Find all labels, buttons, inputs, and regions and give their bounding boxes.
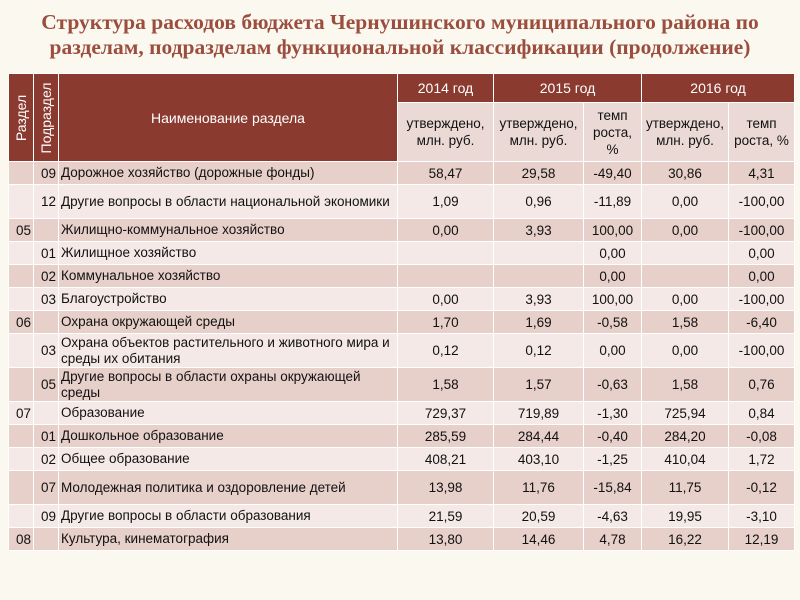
cell-2016-approved: 284,20: [642, 425, 729, 448]
cell-2015-growth: 0,00: [584, 242, 642, 265]
cell-razdel: [9, 505, 34, 528]
table-row: [9, 505, 795, 528]
cell-2014-approved: 0,00: [398, 219, 494, 242]
cell-2015-growth: 0,00: [584, 334, 642, 368]
cell-2016-growth: 0,84: [729, 402, 795, 425]
cell-2016-growth: -100,00: [729, 185, 795, 219]
header-2015-approved: утверждено, млн. руб.: [494, 103, 584, 162]
cell-2015-approved: 3,93: [494, 288, 584, 311]
cell-2015-growth: -15,84: [584, 471, 642, 505]
cell-2014-approved: 1,58: [398, 368, 494, 402]
cell-2015-approved: [494, 242, 584, 265]
cell-name: Коммунальное хозяйство: [59, 265, 398, 288]
table-row: [9, 425, 795, 448]
cell-2015-approved: 1,57: [494, 368, 584, 402]
table-row: [9, 528, 795, 551]
header-2016-approved: утверждено, млн. руб.: [642, 103, 729, 162]
cell-2014-approved: 0,00: [398, 288, 494, 311]
cell-podrazdel: 01: [34, 425, 59, 448]
cell-podrazdel: [34, 219, 59, 242]
table-row: [9, 311, 795, 334]
cell-razdel: [9, 471, 34, 505]
cell-2015-growth: -1,30: [584, 402, 642, 425]
cell-2015-growth: -0,63: [584, 368, 642, 402]
cell-2015-approved: 719,89: [494, 402, 584, 425]
slide-title-line-2: разделам, подразделам функциональной классификации (продолжение): [49, 35, 751, 59]
table-row: [9, 219, 795, 242]
cell-2016-approved: 19,95: [642, 505, 729, 528]
cell-podrazdel: 12: [34, 185, 59, 219]
cell-name: Образование: [59, 402, 398, 425]
cell-razdel: [9, 368, 34, 402]
cell-name: Благоустройство: [59, 288, 398, 311]
table-row: [9, 162, 795, 185]
cell-podrazdel: 09: [34, 505, 59, 528]
cell-name: Дошкольное образование: [59, 425, 398, 448]
table-row: [9, 402, 795, 425]
cell-2015-approved: 11,76: [494, 471, 584, 505]
table-row: [9, 471, 795, 505]
header-razdel: Раздел: [9, 74, 34, 162]
cell-2016-approved: 0,00: [642, 185, 729, 219]
table-row: [9, 448, 795, 471]
cell-2016-approved: 725,94: [642, 402, 729, 425]
cell-podrazdel: 02: [34, 265, 59, 288]
cell-2016-growth: 1,72: [729, 448, 795, 471]
header-2015-growth: темп роста, %: [584, 103, 642, 162]
cell-razdel: [9, 334, 34, 368]
cell-2015-growth: 100,00: [584, 219, 642, 242]
cell-2014-approved: 58,47: [398, 162, 494, 185]
cell-podrazdel: [34, 311, 59, 334]
table-row: [9, 185, 795, 219]
cell-2014-approved: 13,98: [398, 471, 494, 505]
cell-2016-growth: -100,00: [729, 288, 795, 311]
cell-2015-approved: 0,12: [494, 334, 584, 368]
cell-2014-approved: 21,59: [398, 505, 494, 528]
cell-2016-approved: 11,75: [642, 471, 729, 505]
cell-2016-growth: 0,76: [729, 368, 795, 402]
cell-name: Жилищное хозяйство: [59, 242, 398, 265]
cell-2016-approved: 16,22: [642, 528, 729, 551]
cell-2016-growth: -6,40: [729, 311, 795, 334]
header-2014-approved: утверждено, млн. руб.: [398, 103, 494, 162]
cell-2015-growth: 0,00: [584, 265, 642, 288]
cell-razdel: [9, 288, 34, 311]
cell-razdel: [9, 242, 34, 265]
cell-podrazdel: 01: [34, 242, 59, 265]
cell-2016-approved: 30,86: [642, 162, 729, 185]
cell-podrazdel: [34, 528, 59, 551]
cell-name: Общее образование: [59, 448, 398, 471]
cell-2016-growth: -0,12: [729, 471, 795, 505]
cell-2015-approved: [494, 265, 584, 288]
table-row: [9, 334, 795, 368]
cell-2015-growth: -0,40: [584, 425, 642, 448]
cell-2016-growth: -3,10: [729, 505, 795, 528]
cell-podrazdel: 02: [34, 448, 59, 471]
cell-name: Культура, кинематография: [59, 528, 398, 551]
cell-razdel: [9, 425, 34, 448]
cell-name: Молодежная политика и оздоровление детей: [59, 471, 398, 505]
cell-name: Дорожное хозяйство (дорожные фонды): [59, 162, 398, 185]
cell-2016-approved: [642, 242, 729, 265]
cell-2014-approved: 0,12: [398, 334, 494, 368]
cell-name: Другие вопросы в области образования: [59, 505, 398, 528]
cell-2015-approved: 1,69: [494, 311, 584, 334]
cell-podrazdel: [34, 402, 59, 425]
cell-2016-approved: 0,00: [642, 334, 729, 368]
cell-podrazdel: 03: [34, 288, 59, 311]
cell-2016-approved: [642, 265, 729, 288]
cell-razdel: [9, 265, 34, 288]
cell-razdel: [9, 162, 34, 185]
cell-2016-growth: 0,00: [729, 242, 795, 265]
cell-2014-approved: 1,70: [398, 311, 494, 334]
cell-2014-approved: 729,37: [398, 402, 494, 425]
cell-2015-approved: 14,46: [494, 528, 584, 551]
cell-razdel: 08: [9, 528, 34, 551]
header-year-2016: 2016 год: [642, 74, 795, 103]
cell-2014-approved: 1,09: [398, 185, 494, 219]
table-row: [9, 288, 795, 311]
cell-2014-approved: [398, 242, 494, 265]
cell-podrazdel: 03: [34, 334, 59, 368]
cell-podrazdel: 09: [34, 162, 59, 185]
cell-2016-approved: 1,58: [642, 311, 729, 334]
cell-2015-growth: 100,00: [584, 288, 642, 311]
cell-2016-approved: 410,04: [642, 448, 729, 471]
cell-2016-growth: -0,08: [729, 425, 795, 448]
cell-podrazdel: 07: [34, 471, 59, 505]
cell-razdel: [9, 185, 34, 219]
cell-2015-growth: 4,78: [584, 528, 642, 551]
cell-2015-approved: 20,59: [494, 505, 584, 528]
cell-2016-approved: 0,00: [642, 219, 729, 242]
table-row: [9, 242, 795, 265]
cell-2015-approved: 284,44: [494, 425, 584, 448]
cell-name: Охрана объектов растительного и животного мира и среды их обитания: [59, 334, 398, 368]
cell-name: Другие вопросы в области охраны окружающей среды: [59, 368, 398, 402]
slide-title-line-1: Структура расходов бюджета Чернушинского муниципального района по: [41, 10, 759, 34]
cell-2015-approved: 0,96: [494, 185, 584, 219]
cell-2015-growth: -49,40: [584, 162, 642, 185]
cell-2015-growth: -0,58: [584, 311, 642, 334]
table-row: [9, 368, 795, 402]
cell-2014-approved: [398, 265, 494, 288]
cell-razdel: 05: [9, 219, 34, 242]
cell-2016-approved: 0,00: [642, 288, 729, 311]
cell-2015-approved: 3,93: [494, 219, 584, 242]
cell-name: Охрана окружающей среды: [59, 311, 398, 334]
cell-2014-approved: 13,80: [398, 528, 494, 551]
cell-2014-approved: 285,59: [398, 425, 494, 448]
cell-2015-growth: -4,63: [584, 505, 642, 528]
header-name: Наименование раздела: [59, 74, 398, 162]
cell-2016-growth: 0,00: [729, 265, 795, 288]
header-2016-growth: темп роста, %: [729, 103, 795, 162]
cell-2014-approved: 408,21: [398, 448, 494, 471]
header-year-2015: 2015 год: [494, 74, 642, 103]
cell-2016-growth: 12,19: [729, 528, 795, 551]
cell-2015-approved: 403,10: [494, 448, 584, 471]
cell-2015-growth: -1,25: [584, 448, 642, 471]
cell-2015-growth: -11,89: [584, 185, 642, 219]
table-row: [9, 265, 795, 288]
cell-name: Жилищно-коммунальное хозяйство: [59, 219, 398, 242]
cell-2016-growth: -100,00: [729, 334, 795, 368]
cell-razdel: [9, 448, 34, 471]
cell-2016-approved: 1,58: [642, 368, 729, 402]
cell-name: Другие вопросы в области национальной экономики: [59, 185, 398, 219]
header-podrazdel: Подраздел: [34, 74, 59, 162]
cell-razdel: 06: [9, 311, 34, 334]
cell-2015-approved: 29,58: [494, 162, 584, 185]
cell-2016-growth: 4,31: [729, 162, 795, 185]
cell-2016-growth: -100,00: [729, 219, 795, 242]
cell-razdel: 07: [9, 402, 34, 425]
slide-title: [0, 10, 800, 60]
header-year-2014: 2014 год: [398, 74, 494, 103]
budget-table: [8, 73, 795, 551]
cell-podrazdel: 05: [34, 368, 59, 402]
